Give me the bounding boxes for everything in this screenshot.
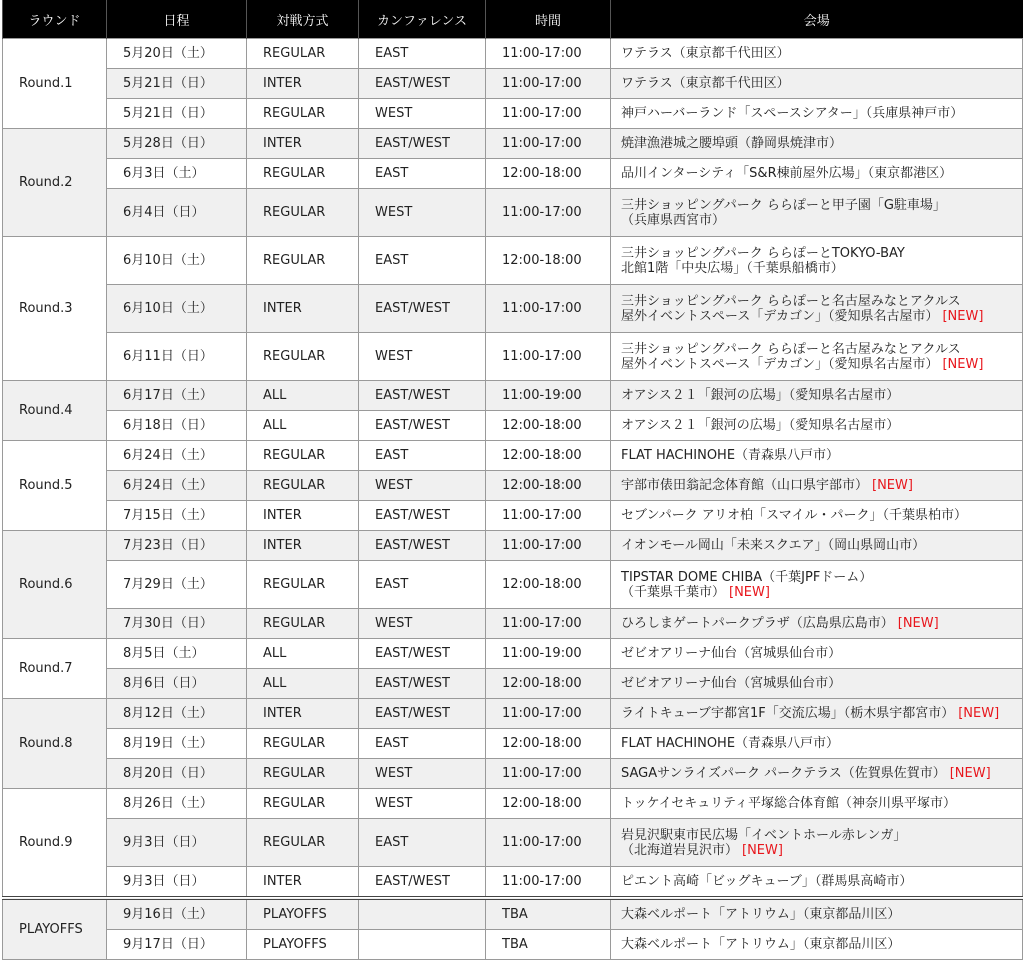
venue-text: 三井ショッピングパーク ららぽーと名古屋みなとアクルス xyxy=(621,293,961,309)
time-cell: 11:00-17:00 xyxy=(486,867,611,899)
table-row xyxy=(3,561,1023,609)
time-cell: 11:00-17:00 xyxy=(486,333,611,381)
time-cell: 12:00-18:00 xyxy=(486,471,611,501)
header-time: 時間 xyxy=(486,0,611,39)
venue-text: イオンモール岡山「未来スクエア」（岡山県岡山市） xyxy=(621,538,926,553)
venue-line xyxy=(621,585,1022,600)
venue-line xyxy=(621,309,1022,324)
table-row xyxy=(3,471,1023,501)
type-cell: PLAYOFFS xyxy=(247,898,359,930)
new-badge: [NEW] xyxy=(942,308,984,324)
time-cell: TBA xyxy=(486,930,611,960)
type-cell: INTER xyxy=(247,285,359,333)
table-row xyxy=(3,69,1023,99)
venue-cell xyxy=(611,129,1023,159)
date-cell: 6月4日（日） xyxy=(107,189,247,237)
time-cell: 12:00-18:00 xyxy=(486,237,611,285)
time-cell: 12:00-18:00 xyxy=(486,789,611,819)
conf-cell: WEST xyxy=(359,609,486,639)
venue-text: （北海道岩見沢市） xyxy=(621,842,739,858)
conf-cell: EAST/WEST xyxy=(359,129,486,159)
date-cell: 8月19日（土） xyxy=(107,729,247,759)
venue-line xyxy=(621,538,1022,553)
table-row xyxy=(3,381,1023,411)
table-row xyxy=(3,898,1023,930)
conf-cell: EAST xyxy=(359,159,486,189)
time-cell: 11:00-17:00 xyxy=(486,531,611,561)
venue-text: SAGAサンライズパーク パークテラス（佐賀県佐賀市） xyxy=(621,766,946,781)
venue-line xyxy=(621,706,1022,721)
round-group xyxy=(3,789,1023,899)
venue-text: 屋外イベントスペース「デカゴン」（愛知県名古屋市） xyxy=(621,308,939,324)
conf-cell: EAST xyxy=(359,237,486,285)
table-row xyxy=(3,129,1023,159)
type-cell: REGULAR xyxy=(247,759,359,789)
venue-text: 屋外イベントスペース「デカゴン」（愛知県名古屋市） xyxy=(621,356,939,372)
new-badge: [NEW] xyxy=(872,478,913,493)
round-cell: Round.1 xyxy=(3,39,107,129)
type-cell: ALL xyxy=(247,669,359,699)
venue-line xyxy=(621,342,1022,357)
date-cell: 8月5日（土） xyxy=(107,639,247,669)
table-row xyxy=(3,333,1023,381)
conf-cell: WEST xyxy=(359,789,486,819)
type-cell: INTER xyxy=(247,501,359,531)
conf-cell: EAST/WEST xyxy=(359,531,486,561)
conf-cell: EAST/WEST xyxy=(359,381,486,411)
date-cell: 8月26日（土） xyxy=(107,789,247,819)
venue-line xyxy=(621,616,1022,631)
time-cell: 11:00-17:00 xyxy=(486,285,611,333)
type-cell: REGULAR xyxy=(247,729,359,759)
date-cell: 7月30日（日） xyxy=(107,609,247,639)
venue-cell xyxy=(611,333,1023,381)
venue-line xyxy=(621,388,1022,403)
date-cell: 8月6日（日） xyxy=(107,669,247,699)
type-cell: REGULAR xyxy=(247,39,359,69)
venue-line xyxy=(621,213,1022,228)
venue-line xyxy=(621,198,1022,213)
venue-cell xyxy=(611,531,1023,561)
type-cell: PLAYOFFS xyxy=(247,930,359,960)
type-cell: INTER xyxy=(247,129,359,159)
venue-text: トッケイセキュリティ平塚総合体育館（神奈川県平塚市） xyxy=(621,796,957,811)
venue-cell xyxy=(611,819,1023,867)
venue-cell xyxy=(611,729,1023,759)
date-cell: 9月3日（日） xyxy=(107,867,247,899)
table-row xyxy=(3,159,1023,189)
venue-line xyxy=(621,46,1022,61)
venue-line xyxy=(621,294,1022,309)
venue-line xyxy=(621,676,1022,691)
header-match-type: 対戦方式 xyxy=(247,0,359,39)
venue-text: 三井ショッピングパーク ららぽーとTOKYO-BAY xyxy=(621,245,905,261)
venue-text: ワテラス（東京都千代田区） xyxy=(621,46,790,61)
new-badge: [NEW] xyxy=(949,766,991,781)
conf-cell: EAST/WEST xyxy=(359,669,486,699)
table-row xyxy=(3,39,1023,69)
time-cell: 11:00-19:00 xyxy=(486,381,611,411)
conf-cell: WEST xyxy=(359,333,486,381)
type-cell: ALL xyxy=(247,381,359,411)
venue-cell xyxy=(611,237,1023,285)
date-cell: 7月23日（日） xyxy=(107,531,247,561)
table-row xyxy=(3,759,1023,789)
table-row xyxy=(3,237,1023,285)
conf-cell: EAST/WEST xyxy=(359,867,486,899)
table-row xyxy=(3,99,1023,129)
new-badge: [NEW] xyxy=(897,616,939,631)
venue-cell xyxy=(611,441,1023,471)
time-cell: 12:00-18:00 xyxy=(486,669,611,699)
venue-cell xyxy=(611,39,1023,69)
round-cell: PLAYOFFS xyxy=(3,898,107,960)
time-cell: 12:00-18:00 xyxy=(486,561,611,609)
table-row xyxy=(3,819,1023,867)
venue-cell xyxy=(611,501,1023,531)
time-cell: 11:00-17:00 xyxy=(486,759,611,789)
header-conference: カンファレンス xyxy=(359,0,486,39)
date-cell: 6月24日（土） xyxy=(107,441,247,471)
type-cell: REGULAR xyxy=(247,789,359,819)
date-cell: 6月17日（土） xyxy=(107,381,247,411)
date-cell: 8月12日（土） xyxy=(107,699,247,729)
date-cell: 5月21日（日） xyxy=(107,69,247,99)
type-cell: ALL xyxy=(247,639,359,669)
venue-text: オアシス２１「銀河の広場」（愛知県名古屋市） xyxy=(621,418,900,433)
venue-cell xyxy=(611,381,1023,411)
time-cell: 12:00-18:00 xyxy=(486,441,611,471)
venue-cell xyxy=(611,159,1023,189)
round-cell: Round.9 xyxy=(3,789,107,899)
round-cell: Round.7 xyxy=(3,639,107,699)
venue-text: 大森ベルポート「アトリウム」（東京都品川区） xyxy=(621,937,901,952)
venue-text: ピエント高崎「ビッグキューブ」（群馬県高崎市） xyxy=(621,874,913,889)
conf-cell: WEST xyxy=(359,189,486,237)
table-row xyxy=(3,441,1023,471)
round-group xyxy=(3,639,1023,699)
venue-text: 北館1階「中央広場」（千葉県船橋市） xyxy=(621,260,844,276)
conf-cell: EAST xyxy=(359,819,486,867)
round-group xyxy=(3,441,1023,531)
date-cell: 6月10日（土） xyxy=(107,237,247,285)
venue-text: ゼビオアリーナ仙台（宮城県仙台市） xyxy=(621,646,842,661)
venue-cell xyxy=(611,759,1023,789)
venue-text: オアシス２１「銀河の広場」（愛知県名古屋市） xyxy=(621,388,900,403)
new-badge: [NEW] xyxy=(742,842,783,858)
type-cell: REGULAR xyxy=(247,441,359,471)
conf-cell: WEST xyxy=(359,99,486,129)
date-cell: 5月21日（日） xyxy=(107,99,247,129)
venue-line xyxy=(621,418,1022,433)
type-cell: REGULAR xyxy=(247,819,359,867)
time-cell: 11:00-17:00 xyxy=(486,39,611,69)
venue-cell xyxy=(611,561,1023,609)
venue-line xyxy=(621,937,1022,952)
round-group xyxy=(3,699,1023,789)
venue-text: 宇部市俵田翁記念体育館（山口県宇部市） xyxy=(621,478,869,493)
type-cell: REGULAR xyxy=(247,333,359,381)
header-venue: 会場 xyxy=(611,0,1023,39)
round-cell: Round.2 xyxy=(3,129,107,237)
table-row xyxy=(3,699,1023,729)
date-cell: 9月17日（日） xyxy=(107,930,247,960)
table-row xyxy=(3,867,1023,899)
venue-text: FLAT HACHINOHE（青森県八戸市） xyxy=(621,448,840,463)
conf-cell: EAST/WEST xyxy=(359,501,486,531)
conf-cell: EAST/WEST xyxy=(359,411,486,441)
venue-text: 神戸ハーバーランド「スペースシアター」（兵庫県神戸市） xyxy=(621,106,964,121)
venue-line xyxy=(621,508,1022,523)
venue-cell xyxy=(611,411,1023,441)
type-cell: ALL xyxy=(247,411,359,441)
time-cell: 11:00-17:00 xyxy=(486,699,611,729)
conf-cell: EAST/WEST xyxy=(359,285,486,333)
round-group xyxy=(3,381,1023,441)
venue-line xyxy=(621,828,1022,843)
venue-line xyxy=(621,76,1022,91)
venue-text: （兵庫県西宮市） xyxy=(621,212,726,228)
header-round: ラウンド xyxy=(3,0,107,39)
type-cell: REGULAR xyxy=(247,159,359,189)
table-row xyxy=(3,531,1023,561)
venue-cell xyxy=(611,789,1023,819)
date-cell: 7月15日（土） xyxy=(107,501,247,531)
venue-text: （千葉県千葉市） xyxy=(621,584,726,600)
conf-cell xyxy=(359,898,486,930)
venue-text: ワテラス（東京都千代田区） xyxy=(621,76,790,91)
venue-text: 三井ショッピングパーク ららぽーと名古屋みなとアクルス xyxy=(621,341,961,357)
venue-cell xyxy=(611,669,1023,699)
conf-cell: EAST xyxy=(359,39,486,69)
venue-line xyxy=(621,357,1022,372)
type-cell: REGULAR xyxy=(247,237,359,285)
venue-text: 岩見沢駅東市民広場「イベントホール赤レンガ」 xyxy=(621,827,907,843)
venue-line xyxy=(621,736,1022,751)
venue-cell xyxy=(611,609,1023,639)
date-cell: 9月16日（土） xyxy=(107,898,247,930)
conf-cell: WEST xyxy=(359,759,486,789)
venue-line xyxy=(621,478,1022,493)
time-cell: 11:00-19:00 xyxy=(486,639,611,669)
new-badge: [NEW] xyxy=(942,356,984,372)
venue-line xyxy=(621,766,1022,781)
conf-cell: EAST/WEST xyxy=(359,699,486,729)
table-row xyxy=(3,639,1023,669)
venue-cell xyxy=(611,99,1023,129)
venue-line xyxy=(621,166,1022,181)
round-group xyxy=(3,237,1023,381)
venue-text: 品川インターシティ「S&R棟前屋外広場」（東京都港区） xyxy=(621,166,953,181)
conf-cell: WEST xyxy=(359,471,486,501)
date-cell: 9月3日（日） xyxy=(107,819,247,867)
round-cell: Round.3 xyxy=(3,237,107,381)
venue-cell xyxy=(611,930,1023,960)
table-row xyxy=(3,189,1023,237)
conf-cell: EAST/WEST xyxy=(359,69,486,99)
venue-cell xyxy=(611,898,1023,930)
round-cell: Round.8 xyxy=(3,699,107,789)
table-row xyxy=(3,285,1023,333)
date-cell: 8月20日（日） xyxy=(107,759,247,789)
time-cell: 11:00-17:00 xyxy=(486,609,611,639)
date-cell: 7月29日（土） xyxy=(107,561,247,609)
round-group xyxy=(3,531,1023,639)
type-cell: INTER xyxy=(247,867,359,899)
time-cell: 11:00-17:00 xyxy=(486,189,611,237)
venue-line xyxy=(621,843,1022,858)
time-cell: 11:00-17:00 xyxy=(486,129,611,159)
date-cell: 6月24日（土） xyxy=(107,471,247,501)
venue-text: セブンパーク アリオ柏「スマイル・パーク」（千葉県柏市） xyxy=(621,508,968,523)
round-group xyxy=(3,898,1023,960)
type-cell: REGULAR xyxy=(247,609,359,639)
date-cell: 6月10日（土） xyxy=(107,285,247,333)
time-cell: 12:00-18:00 xyxy=(486,411,611,441)
venue-line xyxy=(621,570,1022,585)
table-row xyxy=(3,729,1023,759)
venue-line xyxy=(621,106,1022,121)
venue-text: 大森ベルポート「アトリウム」（東京都品川区） xyxy=(621,907,901,922)
type-cell: REGULAR xyxy=(247,561,359,609)
type-cell: REGULAR xyxy=(247,189,359,237)
venue-text: TIPSTAR DOME CHIBA（千葉JPFドーム） xyxy=(621,569,873,585)
venue-cell xyxy=(611,867,1023,899)
conf-cell xyxy=(359,930,486,960)
date-cell: 6月3日（土） xyxy=(107,159,247,189)
time-cell: TBA xyxy=(486,898,611,930)
new-badge: [NEW] xyxy=(958,706,1000,721)
schedule-table xyxy=(2,0,1023,960)
venue-text: ゼビオアリーナ仙台（宮城県仙台市） xyxy=(621,676,842,691)
table-row xyxy=(3,789,1023,819)
date-cell: 5月20日（土） xyxy=(107,39,247,69)
round-group xyxy=(3,39,1023,129)
time-cell: 11:00-17:00 xyxy=(486,69,611,99)
venue-text: 焼津漁港城之腰埠頭（静岡県焼津市） xyxy=(621,136,843,151)
venue-cell xyxy=(611,285,1023,333)
table-header xyxy=(3,0,1023,39)
time-cell: 11:00-17:00 xyxy=(486,99,611,129)
time-cell: 11:00-17:00 xyxy=(486,501,611,531)
conf-cell: EAST xyxy=(359,729,486,759)
venue-line xyxy=(621,246,1022,261)
venue-line xyxy=(621,448,1022,463)
venue-line xyxy=(621,136,1022,151)
type-cell: INTER xyxy=(247,531,359,561)
time-cell: 12:00-18:00 xyxy=(486,729,611,759)
date-cell: 6月11日（日） xyxy=(107,333,247,381)
venue-line xyxy=(621,796,1022,811)
table-row xyxy=(3,609,1023,639)
header-date: 日程 xyxy=(107,0,247,39)
venue-text: ひろしまゲートパークプラザ（広島県広島市） xyxy=(621,616,894,631)
table-row xyxy=(3,930,1023,960)
venue-line xyxy=(621,874,1022,889)
type-cell: REGULAR xyxy=(247,99,359,129)
table-row xyxy=(3,411,1023,441)
venue-text: ライトキューブ宇都宮1F「交流広場」（栃木県宇都宮市） xyxy=(621,706,955,721)
venue-cell xyxy=(611,189,1023,237)
round-cell: Round.6 xyxy=(3,531,107,639)
venue-text: FLAT HACHINOHE（青森県八戸市） xyxy=(621,736,840,751)
round-cell: Round.4 xyxy=(3,381,107,441)
new-badge: [NEW] xyxy=(729,584,770,600)
round-group xyxy=(3,129,1023,237)
round-cell: Round.5 xyxy=(3,441,107,531)
venue-line xyxy=(621,646,1022,661)
type-cell: INTER xyxy=(247,699,359,729)
conf-cell: EAST xyxy=(359,561,486,609)
time-cell: 12:00-18:00 xyxy=(486,159,611,189)
date-cell: 5月28日（日） xyxy=(107,129,247,159)
date-cell: 6月18日（日） xyxy=(107,411,247,441)
time-cell: 11:00-17:00 xyxy=(486,819,611,867)
venue-cell xyxy=(611,69,1023,99)
venue-line xyxy=(621,907,1022,922)
venue-cell xyxy=(611,699,1023,729)
venue-line xyxy=(621,261,1022,276)
venue-cell xyxy=(611,471,1023,501)
table-row xyxy=(3,669,1023,699)
type-cell: REGULAR xyxy=(247,471,359,501)
table-row xyxy=(3,501,1023,531)
venue-text: 三井ショッピングパーク ららぽーと甲子園「G駐車場」 xyxy=(621,197,946,213)
conf-cell: EAST xyxy=(359,441,486,471)
type-cell: INTER xyxy=(247,69,359,99)
conf-cell: EAST/WEST xyxy=(359,639,486,669)
venue-cell xyxy=(611,639,1023,669)
